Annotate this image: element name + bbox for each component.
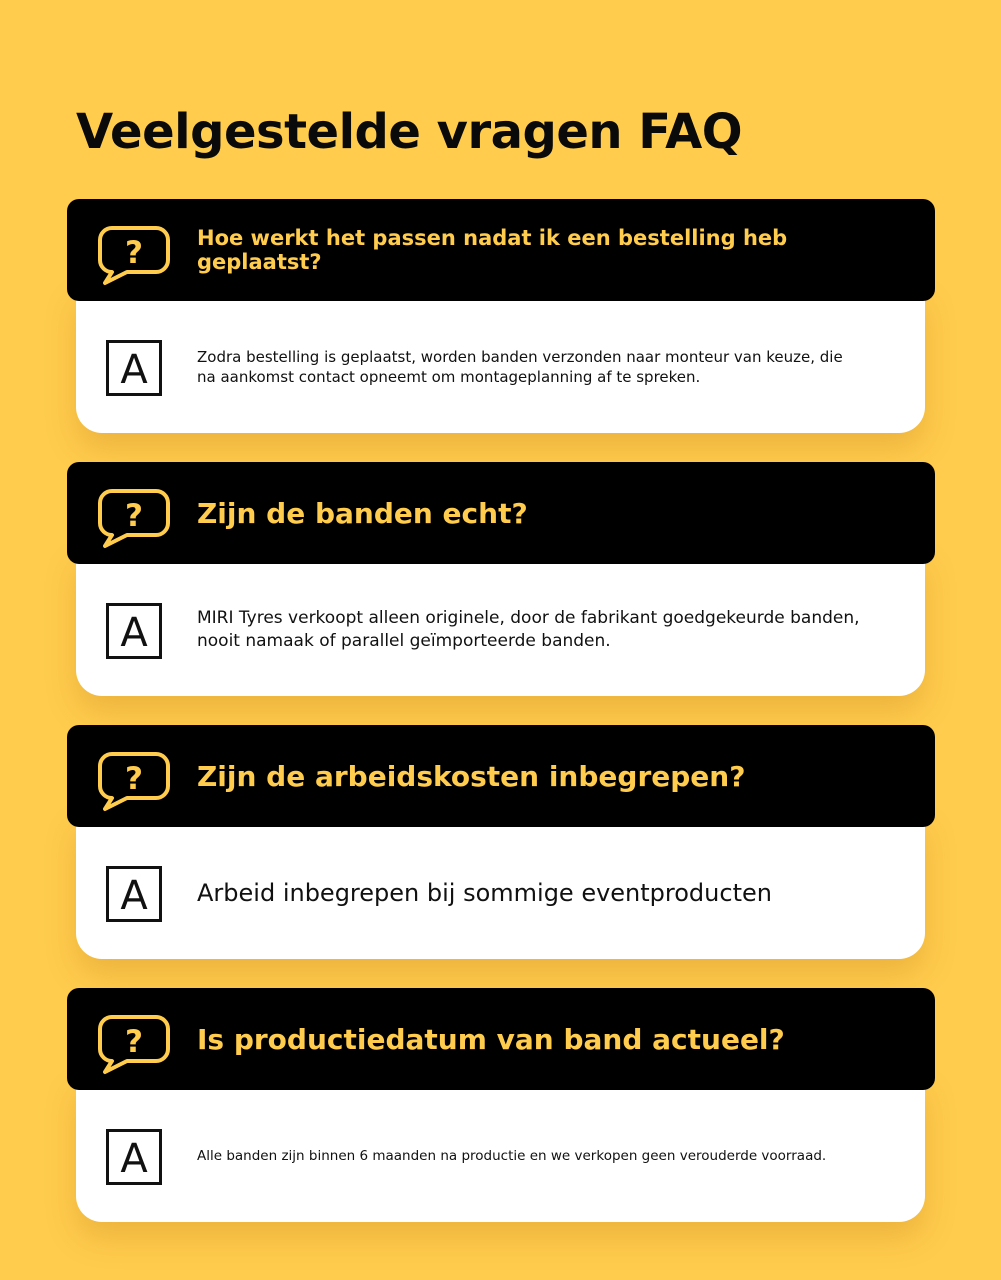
faq-question-bar[interactable] [67,462,935,564]
faq-answer-card [76,1078,925,1222]
answer-letter-a-icon [106,866,162,922]
question-speech-bubble-icon [96,486,172,552]
svg-text:A: A [120,873,148,919]
faq-item [67,462,935,696]
answer-letter-a-icon [106,1129,162,1185]
faq-question-text: Zijn de banden echt? [197,496,528,530]
question-speech-bubble-icon [96,223,172,289]
faq-question-bar[interactable] [67,199,935,301]
svg-text:A: A [120,610,148,656]
faq-answer-text: Zodra bestelling is geplaatst, worden banden verzonden naar monteur van keuze, die na aankomst contact opneemt om montageplanning af te spreken. [197,348,843,386]
faq-answer-text: Alle banden zijn binnen 6 maanden na productie en we verkopen geen verouderde voorraad. [197,1148,827,1164]
faq-question-bar[interactable] [67,725,935,827]
svg-text:?: ? [125,1024,143,1060]
faq-question-text: Zijn de arbeidskosten inbegrepen? [197,759,746,793]
faq-question-bar[interactable] [67,988,935,1090]
faq-answer-card [76,815,925,959]
faq-item [67,725,935,959]
answer-letter-a-icon [106,603,162,659]
question-speech-bubble-icon [96,749,172,815]
faq-question-text: Hoe werkt het passen nadat ik een bestelling heb geplaatst? [197,226,788,274]
svg-text:A: A [120,347,148,393]
answer-letter-a-icon [106,340,162,396]
svg-text:?: ? [125,498,143,534]
faq-item [67,988,935,1222]
faq-item [67,199,935,433]
faq-question-text: Is productiedatum van band actueel? [197,1022,785,1056]
faq-answer-text: Arbeid inbegrepen bij sommige eventproducten [197,879,772,907]
faq-answer-card [76,552,925,696]
svg-text:?: ? [125,761,143,797]
page-title: Veelgestelde vragen FAQ [76,104,743,160]
faq-answer-card [76,289,925,433]
question-speech-bubble-icon [96,1012,172,1078]
svg-text:?: ? [125,235,143,271]
svg-text:A: A [120,1136,148,1182]
faq-answer-text: MIRI Tyres verkoopt alleen originele, door de fabrikant goedgekeurde banden, nooit namaak of parallel geïmporteerde banden. [197,608,860,651]
